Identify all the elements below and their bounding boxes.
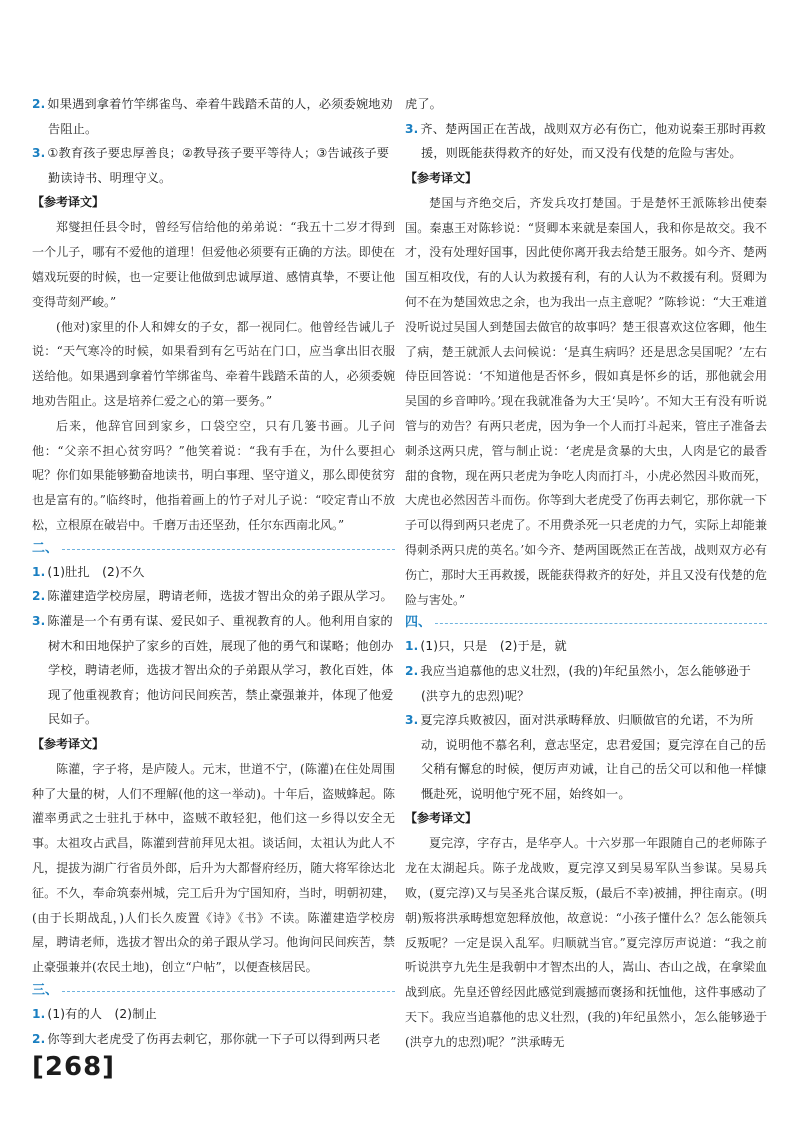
answer-item (32, 560, 395, 585)
answer-number: 3. (32, 146, 46, 161)
answer-item (405, 92, 767, 117)
answer-number: 1. (32, 1007, 46, 1022)
translation-paragraph: (他对)家里的仆人和婢女的子女，都一视同仁。他曾经告诫儿子说：“天气寒冷的时候，如果看到有乞丐站在门口，应当拿出旧衣服送给他。如果遇到拿着竹竿绑雀鸟、牵着牛践踏禾苗的人，必须委婉地劝告阻止。这是培养仁爱之心的第一要务。” (32, 319, 395, 408)
answer-text: 夏完淳兵败被囚，面对洪承畴释放、归顺做官的允诺，不为所动，说明他不慕名利，意志坚定，忠君爱国；夏完淳在自己的岳父稍有懈怠的时候，便厉声劝诫，让自己的岳父可以和他一样慷慨赴死，说明他宁死不屈，始终如一。 (420, 713, 767, 801)
answer-text: 如果遇到拿着竹竿绑雀鸟、牵着牛践踏禾苗的人，必须委婉地劝告阻止。 (47, 97, 393, 136)
answer-item (32, 141, 395, 190)
right-column (405, 92, 767, 1055)
answer-text: 陈灌建造学校房屋，聘请老师，选拔才智出众的弟子跟从学习。 (47, 589, 393, 604)
answer-number: 1. (32, 564, 46, 579)
answer-number: 2. (32, 1031, 46, 1046)
translation-heading: 【参考译文】 (32, 195, 105, 210)
answer-text: 陈灌是一个有勇有谋、爱民如子、重视教育的人。他利用自家的树木和田地保护了家乡的百姓，展现了他的勇气和谋略；他创办学校，聘请老师，选拔才智出众的子弟跟从学习，教化百姓，体现了他重视教育；他访问民间疾苦，禁止豪强兼并，体现了他爱民如子。 (47, 613, 394, 727)
section-heading (32, 538, 395, 560)
answer-number: 3. (405, 121, 419, 136)
answer-item (32, 1027, 395, 1052)
answer-text: ①教育孩子要忠厚善良；②教导孩子要平等待人；③告诫孩子要勤读诗书、明理守义。 (47, 146, 390, 185)
answer-number: 3. (32, 613, 46, 628)
answer-number: 2. (32, 589, 46, 604)
section-heading (32, 980, 395, 1002)
page-number-value: 268 (44, 1052, 103, 1082)
answer-number: 3. (405, 713, 419, 728)
answer-item (32, 1002, 395, 1027)
section-label: 三、 (32, 983, 62, 998)
section-label: 二、 (32, 541, 62, 556)
answer-item (32, 92, 395, 141)
translation-paragraph: 郑燮担任县令时，曾经写信给他的弟弟说：“我五十二岁才得到一个儿子，哪有不爱他的道理！但爱他必须要有正确的方法。即使在嬉戏玩耍的时候，也一定要让他做到忠诚厚道、感情真挚，不要让他变得苛刻严峻。” (32, 220, 395, 309)
answer-text: (1)有的人 (2)制止 (47, 1007, 157, 1022)
answer-number: 2. (405, 663, 419, 678)
translation-heading: 【参考译文】 (405, 170, 478, 185)
answer-text: (1)只，只是 (2)于是，就 (420, 639, 567, 654)
answer-item (405, 634, 767, 659)
answer-item (405, 659, 767, 708)
left-column (32, 92, 395, 1051)
answer-number: 1. (405, 639, 419, 654)
answer-text: 齐、楚两国正在苦战，战则双方必有伤亡，他劝说秦王那时再救援，则既能获得救齐的好处，而又没有伐楚的危险与害处。 (420, 121, 766, 161)
section-label: 四、 (405, 615, 435, 630)
answer-item (32, 584, 395, 609)
answer-item (32, 609, 395, 732)
answer-text: 你等到大老虎受了伤再去刺它，那你就一下子可以得到两只老 (47, 1031, 381, 1046)
translation-paragraph: 后来，他辞官回到家乡，口袋空空，只有几篓书画。儿子问他：“父亲不担心贫穷吗？”他笑着说：“我有手在，为什么要担心呢？你们如果能够勤奋地读书，明白事理、坚守道义，那么即使贫穷也是富有的。”临终时，他指着画上的竹子对儿子说：“咬定青山不放松，立根原在破岩中。千磨万击还坚劲，任尔东西南北风。” (32, 418, 395, 532)
translation-heading: 【参考译文】 (405, 811, 478, 826)
answer-text: (1)肚扎 (2)不久 (47, 564, 145, 579)
answer-text: 我应当追慕他的忠义壮烈，(我的)年纪虽然小，怎么能够逊于(洪亨九的忠烈)呢？ (420, 663, 752, 703)
translation-paragraph: 楚国与齐绝交后，齐发兵攻打楚国。于是楚怀王派陈轸出使秦国。秦惠王对陈轸说：“贤卿本来就是秦国人，我和你是故交。我不才，没有处理好国事，因此使你离开我去给楚王服务。如今齐、楚两国互相攻伐，有的人认为救援有利，有的人认为不救援有利。贤卿为何不在为楚国效忠之余，也为我出一点主意呢？”陈轸说：“大王难道没听说过吴国人到楚国去做官的故事吗？楚王很喜欢这位客卿，他生了病，楚王就派人去问候说：‘是真生病吗？还是思念吴国呢？’左右侍臣回答说：‘不知道他是否怀乡，假如真是怀乡的话，那他就会用吴国的乡音呻吟。’现在我就准备为大王‘吴吟’。不知大王有没有听说管与的劝告？有两只老虎，因为争一个人而打斗起来，管庄子准备去刺杀这两只虎，管与制止说：‘老虎是贪暴的大虫，人肉是它的最香甜的食物，现在两只老虎为争吃人肉而打斗，小虎必然因斗败而死，大虎也必然因苦斗而伤。你等到大老虎受了伤再去刺它，那你就一下子可以得到两只老虎了。不用费杀死一只老虎的力气，实际上却能兼得刺杀两只虎的英名。’如今齐、楚两国既然正在苦战，战则双方必有伤亡，那时大王再救援，既能获得救齐的好处，并且又没有伐楚的危险与害处。” (405, 195, 767, 607)
answer-item (405, 708, 767, 806)
translation-paragraph: 陈灌，字子将，是庐陵人。元末，世道不宁，(陈灌)在住处周围种了大量的树，人们不理解(他的这一举动)。十年后，盗贼蜂起。陈灌率勇武之士驻扎于林中，盗贼不敢轻犯，他们这一乡得以安全无事。太祖攻占武昌，陈灌到营前拜见太祖。谈话间，太祖认为此人不凡，提拔为湖广行省员外郎，后升为大都督府经历，随大将军徐达北征。不久，奉命筑泰州城，完工后升为宁国知府，当时，明朝初建，(由于长期战乱，)人们长久废置《诗》《书》不读。陈灌建造学校房屋，聘请老师，选拔才智出众的弟子跟从学习。他询问民间疾苦，禁止豪强兼并(农民土地)，创立“户帖”，以便查核居民。 (32, 761, 395, 975)
page-number: [268] (32, 1052, 116, 1082)
translation-paragraph: 夏完淳，字存古，是华亭人。十六岁那一年跟随自己的老师陈子龙在太湖起兵。陈子龙战败，夏完淳又到吴易军队当参谋。吴易兵败，(夏完淳)又与吴圣兆合谋反叛，(最后不幸)被捕，押往南京。(明朝)叛将洪承畴想宽恕释放他，故意说：“小孩子懂什么？怎么能领兵反叛呢？一定是误入乱军。归顺就当官。”夏完淳厉声说道：“我之前听说洪亨九先生是我朝中才智杰出的人，嵩山、杏山之战，在拿梁血战到底。先皇还曾经因此感觉到震撼而褒扬和抚恤他，这件事感动了天下。我应当追慕他的忠义壮烈，(我的)年纪虽然小，怎么能够逊于(洪亨九的忠烈)呢？”洪承畴无 (405, 836, 767, 1049)
answer-item (405, 117, 767, 166)
answer-number: 2. (32, 97, 46, 111)
translation-heading: 【参考译文】 (32, 736, 105, 751)
section-heading (405, 612, 767, 634)
answer-text: 虎了。 (405, 97, 443, 111)
